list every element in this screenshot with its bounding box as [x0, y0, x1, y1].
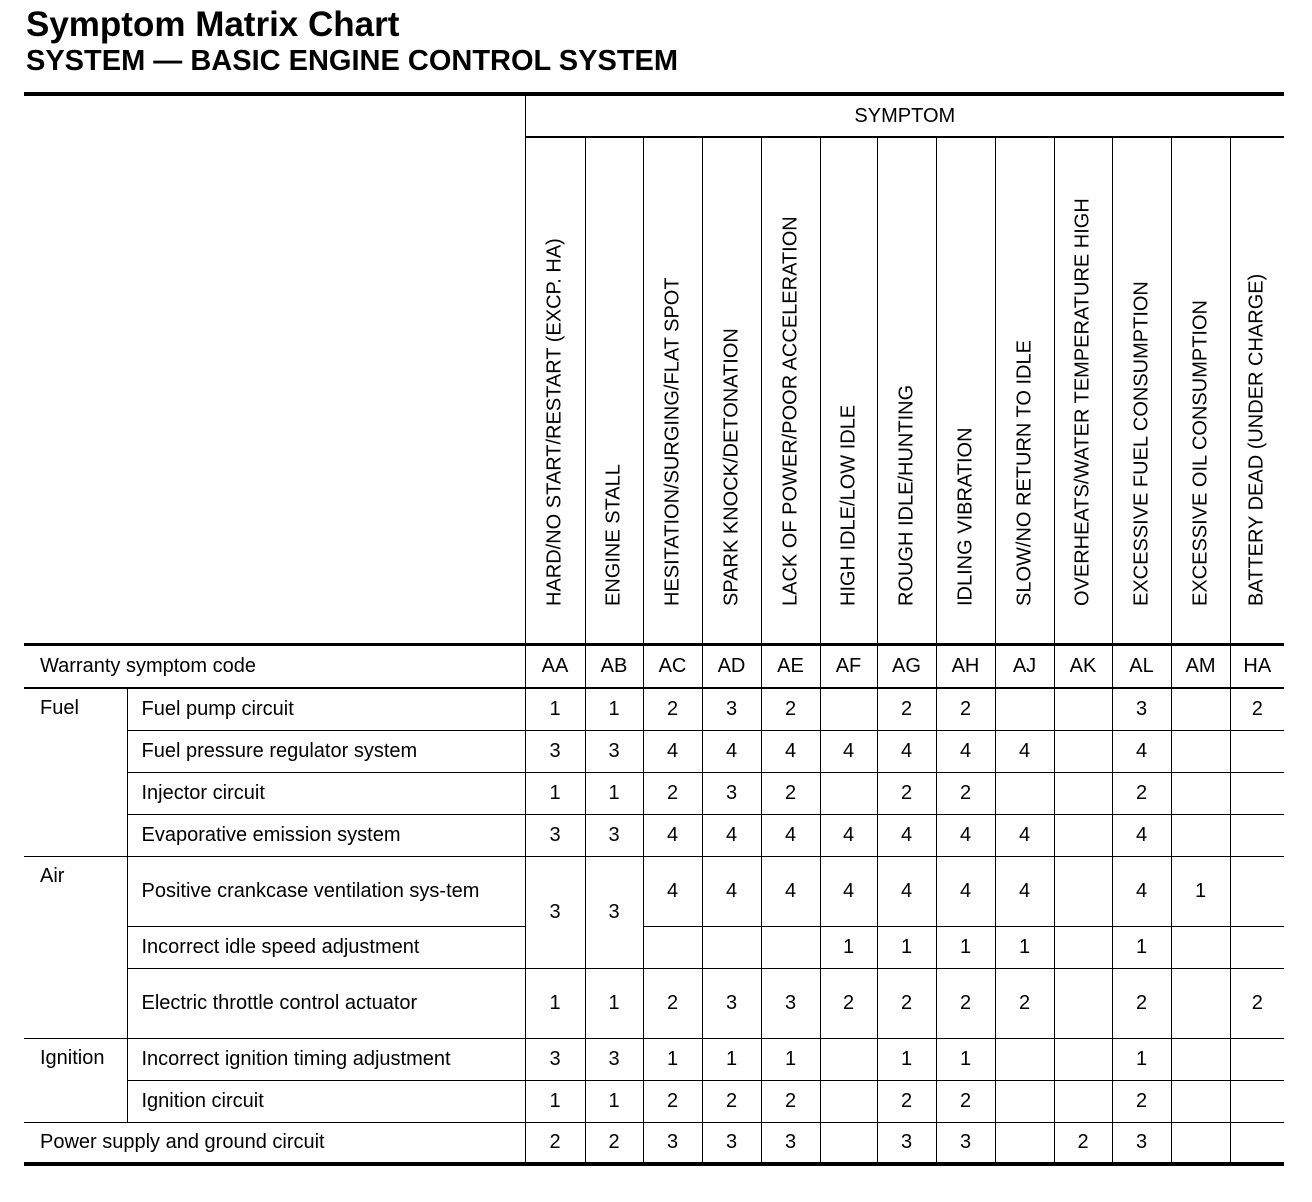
- cell: 2: [877, 772, 936, 814]
- table-row: [24, 730, 1284, 772]
- cell: 1: [877, 1038, 936, 1080]
- cell: 3: [585, 856, 643, 968]
- symptom-code: AG: [877, 645, 936, 689]
- cell: 3: [936, 1122, 995, 1164]
- cell: [995, 1122, 1054, 1164]
- cell: 2: [877, 688, 936, 730]
- cell: [761, 926, 820, 968]
- table-row: [24, 856, 1284, 926]
- symptom-name: EXCESSIVE OIL CONSUMPTION: [1189, 300, 1211, 606]
- cell: 2: [877, 1080, 936, 1122]
- symptom-header: SYMPTOM: [525, 94, 1284, 137]
- cell: 4: [936, 730, 995, 772]
- cell: [643, 926, 702, 968]
- category-air: Air: [24, 856, 127, 1038]
- cell: 2: [1112, 968, 1171, 1038]
- cell: 4: [820, 856, 877, 926]
- symptom-matrix-table: [24, 92, 1284, 1166]
- cell: 3: [702, 688, 761, 730]
- cell: [1171, 1080, 1230, 1122]
- cell: 2: [936, 1080, 995, 1122]
- cell: [820, 772, 877, 814]
- cell: 2: [761, 772, 820, 814]
- cell: 2: [585, 1122, 643, 1164]
- row-label: Evaporative emission system: [127, 814, 525, 856]
- cell: [1054, 1080, 1112, 1122]
- cell: 4: [761, 730, 820, 772]
- cell: 3: [702, 968, 761, 1038]
- cell: [820, 1080, 877, 1122]
- cell: 2: [1112, 1080, 1171, 1122]
- cell: 4: [936, 814, 995, 856]
- symptom-code: HA: [1230, 645, 1284, 689]
- symptom-code: AF: [820, 645, 877, 689]
- cell: 4: [761, 814, 820, 856]
- cell: 2: [936, 968, 995, 1038]
- cell: [1230, 730, 1284, 772]
- cell: [1054, 1038, 1112, 1080]
- cell: [1054, 814, 1112, 856]
- cell: [1054, 730, 1112, 772]
- cell: 3: [585, 730, 643, 772]
- symptom-code: AA: [525, 645, 585, 689]
- cell: 3: [525, 856, 585, 968]
- cell: 1: [1112, 926, 1171, 968]
- cell: 1: [877, 926, 936, 968]
- cell: 1: [936, 926, 995, 968]
- row-label: Positive crankcase ventilation sys-tem: [127, 856, 525, 926]
- cell: [1054, 772, 1112, 814]
- cell: [1230, 1080, 1284, 1122]
- cell: 3: [702, 772, 761, 814]
- cell: 2: [761, 688, 820, 730]
- cell: 1: [585, 968, 643, 1038]
- symptom-name: LACK OF POWER/POOR ACCELERATION: [779, 216, 801, 606]
- cell: 2: [1230, 968, 1284, 1038]
- cell: 1: [525, 1080, 585, 1122]
- cell: 2: [877, 968, 936, 1038]
- row-label: Incorrect ignition timing adjustment: [127, 1038, 525, 1080]
- cell: 4: [1112, 856, 1171, 926]
- cell: 4: [995, 814, 1054, 856]
- cell: 2: [643, 688, 702, 730]
- symptom-name: HESITATION/SURGING/FLAT SPOT: [661, 277, 683, 606]
- cell: 4: [995, 856, 1054, 926]
- cell: 1: [585, 688, 643, 730]
- cell: 4: [643, 856, 702, 926]
- cell: 2: [643, 968, 702, 1038]
- cell: 1: [761, 1038, 820, 1080]
- row-label: Fuel pump circuit: [127, 688, 525, 730]
- cell: 4: [702, 856, 761, 926]
- cell: 3: [585, 1038, 643, 1080]
- cell: [1171, 968, 1230, 1038]
- symptom-code: AB: [585, 645, 643, 689]
- cell: [995, 1038, 1054, 1080]
- symptom-code: AE: [761, 645, 820, 689]
- row-label: Electric throttle control actuator: [127, 968, 525, 1038]
- cell: 1: [525, 772, 585, 814]
- cell: [1230, 1038, 1284, 1080]
- symptom-name: SLOW/NO RETURN TO IDLE: [1013, 340, 1035, 606]
- symptom-name: HARD/NO START/RESTART (EXCP. HA): [543, 238, 566, 606]
- cell: 2: [702, 1080, 761, 1122]
- category-fuel: Fuel: [24, 688, 127, 856]
- cell: [1054, 856, 1112, 926]
- page-title: Symptom Matrix Chart: [26, 5, 400, 44]
- cell: 3: [525, 730, 585, 772]
- cell: 1: [643, 1038, 702, 1080]
- cell: [1171, 926, 1230, 968]
- cell: 2: [1054, 1122, 1112, 1164]
- symptom-name: SPARK KNOCK/DETONATION: [720, 328, 742, 606]
- cell: 1: [585, 1080, 643, 1122]
- symptom-name: OVERHEATS/WATER TEMPERATURE HIGH: [1071, 198, 1094, 606]
- cell: 2: [761, 1080, 820, 1122]
- row-label: Ignition circuit: [127, 1080, 525, 1122]
- cell: 4: [820, 814, 877, 856]
- cell: [1171, 814, 1230, 856]
- cell: 3: [761, 1122, 820, 1164]
- cell: 4: [936, 856, 995, 926]
- cell: [820, 1038, 877, 1080]
- cell: 2: [995, 968, 1054, 1038]
- cell: [1230, 926, 1284, 968]
- table-row: [24, 1080, 1284, 1122]
- cell: 4: [820, 730, 877, 772]
- cell: [1171, 688, 1230, 730]
- symptom-name: EXCESSIVE FUEL CONSUMPTION: [1130, 281, 1152, 606]
- cell: 2: [1230, 688, 1284, 730]
- table-row: [24, 1038, 1284, 1080]
- cell: [995, 1080, 1054, 1122]
- category-power: Power supply and ground circuit: [24, 1122, 525, 1164]
- table-row: [24, 968, 1284, 1038]
- cell: 4: [702, 730, 761, 772]
- symptom-name: ROUGH IDLE/HUNTING: [895, 384, 917, 606]
- cell: 3: [877, 1122, 936, 1164]
- cell: 4: [877, 856, 936, 926]
- cell: 4: [1112, 730, 1171, 772]
- cell: 1: [1112, 1038, 1171, 1080]
- symptom-code: AL: [1112, 645, 1171, 689]
- cell: 3: [1112, 1122, 1171, 1164]
- cell: 4: [995, 730, 1054, 772]
- symptom-name: ENGINE STALL: [602, 464, 625, 606]
- cell: [1171, 772, 1230, 814]
- cell: 2: [643, 772, 702, 814]
- cell: 2: [820, 968, 877, 1038]
- cell: 4: [643, 814, 702, 856]
- header-blank: [24, 94, 525, 645]
- table-row: [24, 772, 1284, 814]
- cell: 2: [525, 1122, 585, 1164]
- cell: 1: [820, 926, 877, 968]
- table-row: [24, 926, 1284, 968]
- cell: [1171, 1038, 1230, 1080]
- cell: 3: [761, 968, 820, 1038]
- cell: [1171, 730, 1230, 772]
- cell: [1230, 856, 1284, 926]
- cell: 1: [1171, 856, 1230, 926]
- cell: 4: [761, 856, 820, 926]
- cell: 3: [525, 814, 585, 856]
- symptom-code: AM: [1171, 645, 1230, 689]
- cell: 1: [525, 688, 585, 730]
- cell: 2: [936, 772, 995, 814]
- symptom-code: AH: [936, 645, 995, 689]
- cell: 1: [585, 772, 643, 814]
- cell: [1230, 1122, 1284, 1164]
- category-ignition: Ignition: [24, 1038, 127, 1122]
- cell: 1: [936, 1038, 995, 1080]
- cell: 3: [1112, 688, 1171, 730]
- cell: 1: [702, 1038, 761, 1080]
- symptom-name: IDLING VIBRATION: [954, 427, 976, 606]
- symptom-code: AD: [702, 645, 761, 689]
- cell: [1230, 772, 1284, 814]
- table-row: [24, 814, 1284, 856]
- cell: 4: [877, 814, 936, 856]
- cell: [995, 688, 1054, 730]
- symptom-code: AC: [643, 645, 702, 689]
- cell: 2: [643, 1080, 702, 1122]
- cell: 2: [936, 688, 995, 730]
- cell: [995, 772, 1054, 814]
- cell: 3: [525, 1038, 585, 1080]
- warranty-label: Warranty symptom code: [24, 645, 525, 689]
- symptom-name: BATTERY DEAD (UNDER CHARGE): [1245, 273, 1268, 606]
- cell: 1: [525, 968, 585, 1038]
- cell: [1171, 1122, 1230, 1164]
- cell: 4: [877, 730, 936, 772]
- row-label: Injector circuit: [127, 772, 525, 814]
- cell: 4: [643, 730, 702, 772]
- cell: [702, 926, 761, 968]
- cell: 3: [643, 1122, 702, 1164]
- row-label: Fuel pressure regulator system: [127, 730, 525, 772]
- page-subtitle: SYSTEM — BASIC ENGINE CONTROL SYSTEM: [26, 45, 679, 77]
- cell: 4: [1112, 814, 1171, 856]
- cell: 1: [995, 926, 1054, 968]
- cell: [1054, 926, 1112, 968]
- cell: [1054, 968, 1112, 1038]
- table-row: [24, 688, 1284, 730]
- cell: [1054, 688, 1112, 730]
- table-row: [24, 1122, 1284, 1164]
- cell: [820, 688, 877, 730]
- cell: 3: [585, 814, 643, 856]
- cell: 2: [1112, 772, 1171, 814]
- cell: 4: [702, 814, 761, 856]
- cell: [1230, 814, 1284, 856]
- warranty-code-row: [24, 645, 1284, 689]
- symptom-code: AJ: [995, 645, 1054, 689]
- cell: 3: [702, 1122, 761, 1164]
- cell: [820, 1122, 877, 1164]
- symptom-name: HIGH IDLE/LOW IDLE: [837, 404, 859, 606]
- row-label: Incorrect idle speed adjustment: [127, 926, 525, 968]
- symptom-code: AK: [1054, 645, 1112, 689]
